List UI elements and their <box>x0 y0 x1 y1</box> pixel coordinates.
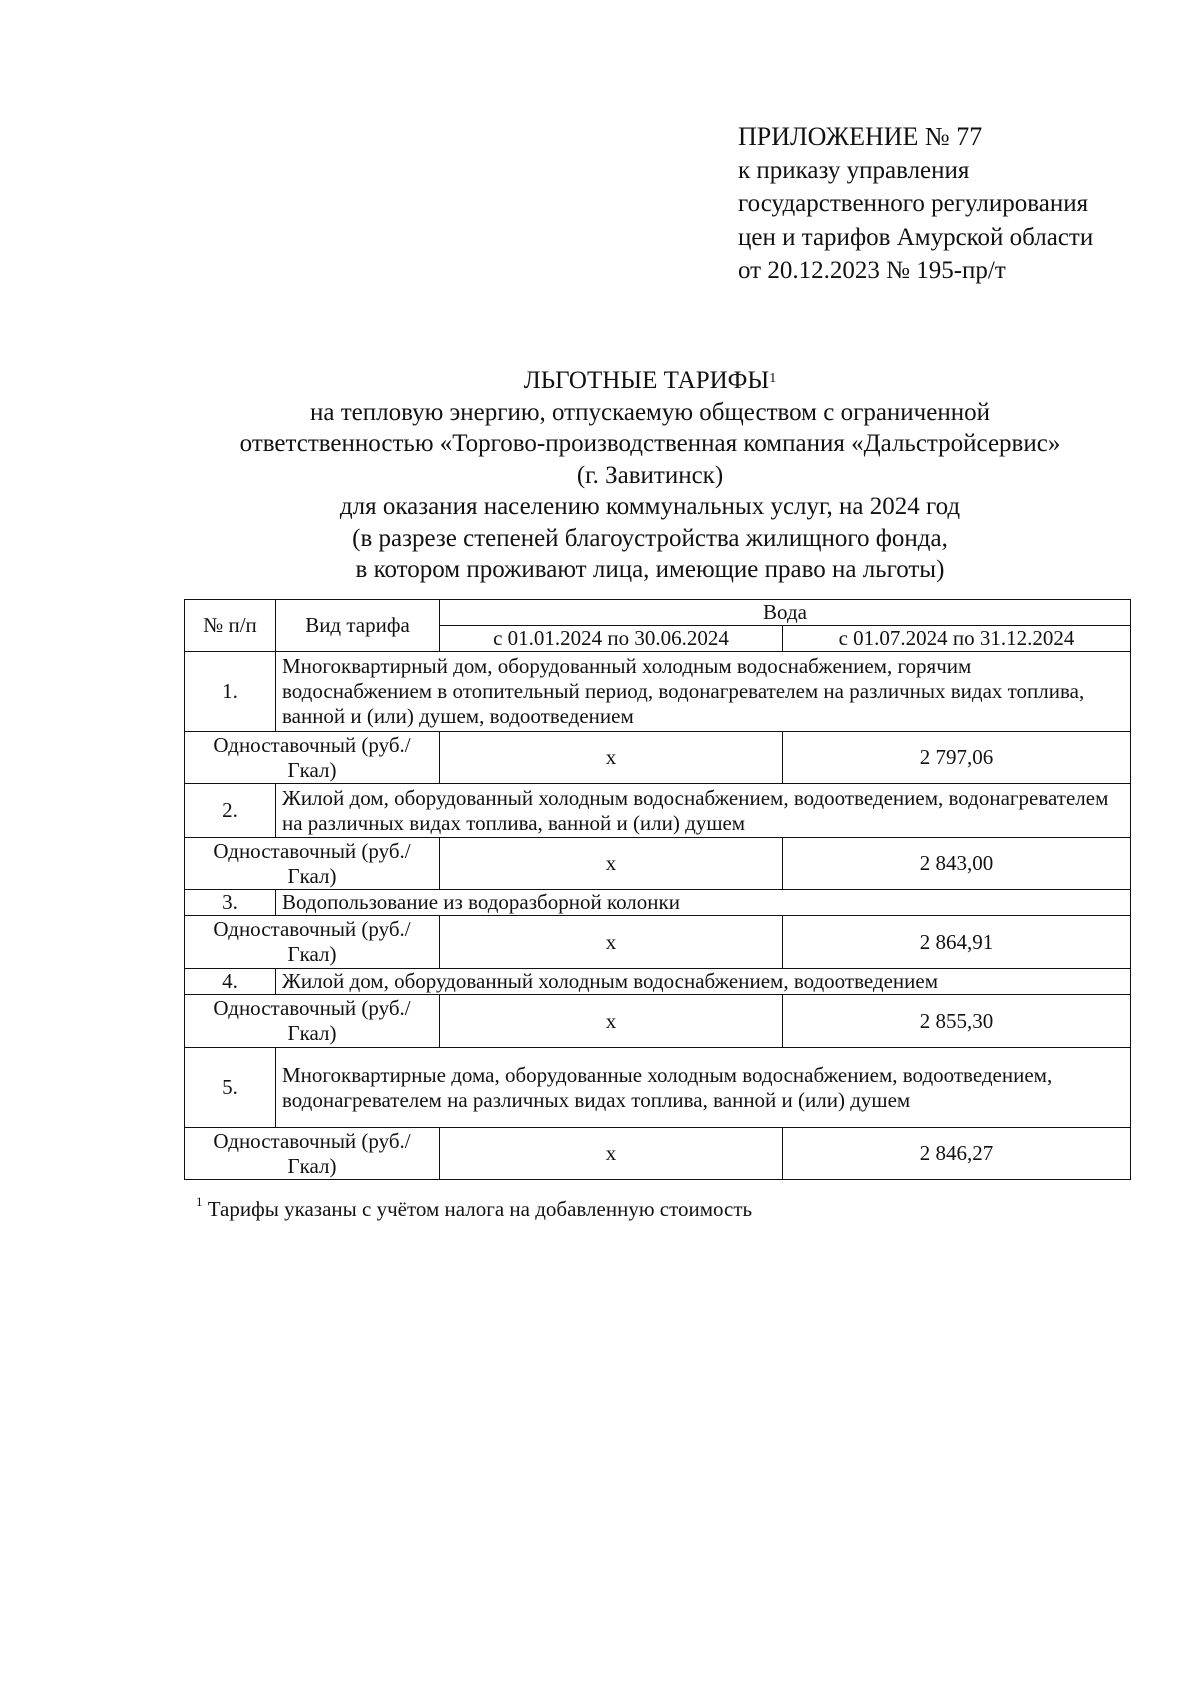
tariff-row <box>185 838 1131 890</box>
tariff-value-period-2: 2 797,06 <box>783 732 1131 784</box>
tariff-type: Одноставочный (руб./Гкал) <box>185 995 440 1048</box>
tariff-value-period-1: х <box>440 995 783 1048</box>
tariff-value-period-1: х <box>440 732 783 784</box>
section-title: Жилой дом, оборудованный холодным водоснабжением, водоотведением <box>276 969 1131 995</box>
section-row <box>185 969 1131 995</box>
tariff-type: Одноставочный (руб./Гкал) <box>185 838 440 890</box>
header-num: № п/п <box>185 600 276 652</box>
tariff-value-period-2: 2 843,00 <box>783 838 1131 890</box>
appendix-title: ПРИЛОЖЕНИЕ № 77 <box>738 122 983 151</box>
tariff-row <box>185 916 1131 969</box>
section-number: 5. <box>185 1048 276 1128</box>
section-row <box>185 1048 1131 1128</box>
tariff-type: Одноставочный (руб./Гкал) <box>185 732 440 784</box>
heading-line-4: для оказания населению коммунальных услуг, на 2024 год <box>339 493 961 520</box>
tariff-value-period-1: х <box>440 838 783 890</box>
section-title: Жилой дом, оборудованный холодным водоснабжением, водоотведением, водонагревателем на различных видах топлива, ванной и (или) душем <box>276 784 1131 838</box>
section-title: Многоквартирные дома, оборудованные холодным водоснабжением, водоотведением, водонагревателем на различных видах топлива, ванной и (или) душем <box>276 1048 1131 1128</box>
tariff-row <box>185 995 1131 1048</box>
tariff-type: Одноставочный (руб./Гкал) <box>185 1128 440 1180</box>
appendix-line-1: к приказу управления <box>738 156 970 184</box>
heading-line-3: (г. Завитинск) <box>576 461 724 489</box>
section-title: Многоквартирный дом, оборудованный холодным водоснабжением, горячим водоснабжением в отопительный период, водонагревателем на различных видах топлива, ванной и (или) душем, водоотведением <box>276 652 1131 732</box>
heading-line-2: ответственностью «Торгово-производственная компания «Дальстройсервис» <box>239 430 1061 457</box>
footnote <box>196 1194 753 1222</box>
tariff-value-period-1: х <box>440 1128 783 1180</box>
tariff-row <box>185 1128 1131 1180</box>
section-number: 4. <box>185 969 276 995</box>
heading-line-6: в котором проживают лица, имеющие право на льготы) <box>355 556 945 583</box>
tariffs-table <box>184 599 1131 1180</box>
section-number: 1. <box>185 652 276 732</box>
tariff-value-period-2: 2 855,30 <box>783 995 1131 1048</box>
section-row <box>185 652 1131 732</box>
section-title: Водопользование из водоразборной колонки <box>276 890 1131 916</box>
tariff-value-period-2: 2 864,91 <box>783 916 1131 969</box>
appendix-block <box>738 120 1178 288</box>
header-kind: Вид тарифа <box>276 600 440 652</box>
section-number: 2. <box>185 784 276 838</box>
section-number: 3. <box>185 890 276 916</box>
header-period-1: с 01.01.2024 по 30.06.2024 <box>440 626 783 652</box>
footnote-text: Тарифы указаны с учётом налога на добавленную стоимость <box>207 1197 753 1221</box>
header-group: Вода <box>440 600 1131 626</box>
tariff-row <box>185 732 1131 784</box>
heading-line-1: на тепловую энергию, отпускаемую обществом с ограниченной <box>310 398 990 426</box>
appendix-line-2: государственного регулирования <box>738 190 1089 217</box>
footnote-mark: 1 <box>196 1194 203 1209</box>
title-footnote-mark: 1 <box>769 371 777 386</box>
heading-line-5: (в разрезе степеней благоустройства жилищного фонда, <box>352 524 948 552</box>
appendix-line-3: цен и тарифов Амурской области <box>738 223 1094 251</box>
appendix-line-4: от 20.12.2023 № 195-пр/т <box>738 257 1006 284</box>
document-title <box>100 365 1200 397</box>
header-period-2: с 01.07.2024 по 31.12.2024 <box>783 626 1131 652</box>
section-row <box>185 784 1131 838</box>
tariff-type: Одноставочный (руб./Гкал) <box>185 916 440 969</box>
document-heading <box>100 365 1200 586</box>
title-text: ЛЬГОТНЫЕ ТАРИФЫ <box>523 367 770 394</box>
tariff-value-period-2: 2 846,27 <box>783 1128 1131 1180</box>
section-row <box>185 890 1131 916</box>
tariff-value-period-1: х <box>440 916 783 969</box>
